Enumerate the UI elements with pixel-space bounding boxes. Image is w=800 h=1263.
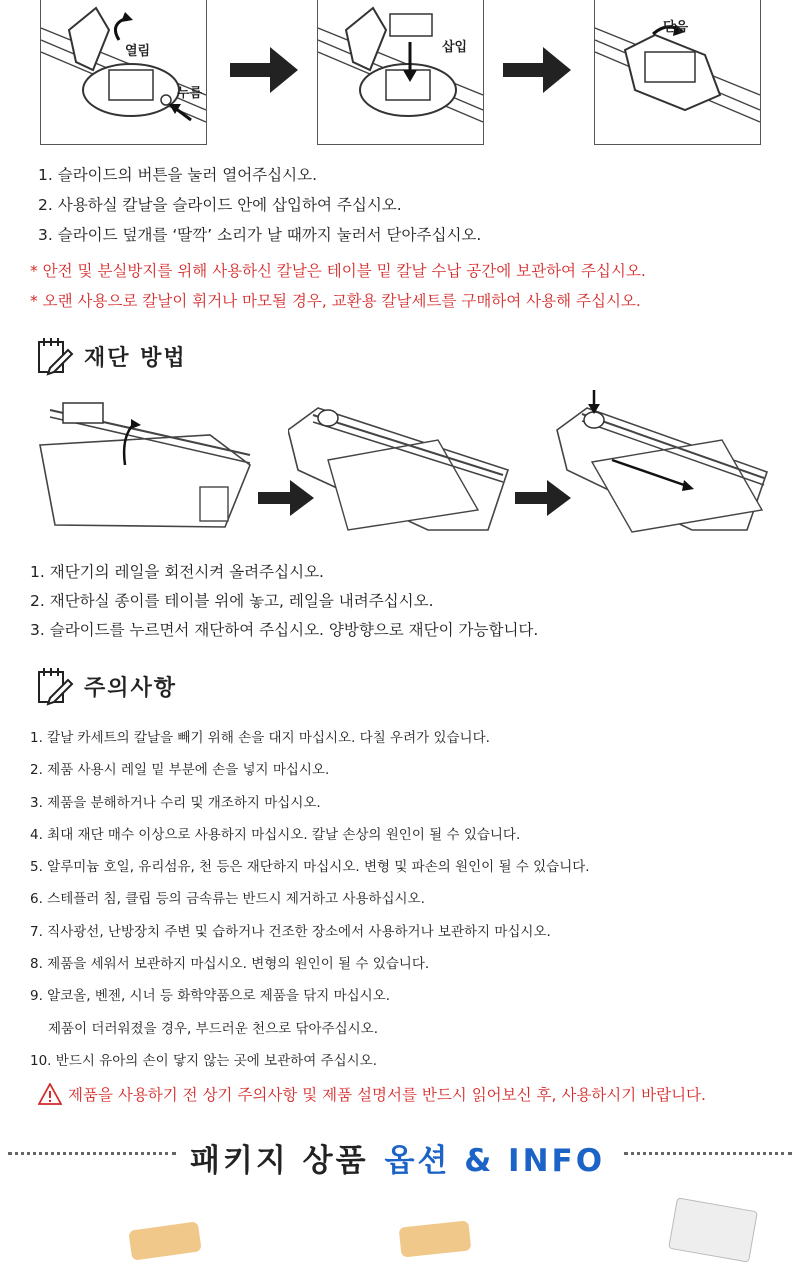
list-item: 7. 직사광선, 난방장치 주변 및 습하거나 건조한 장소에서 사용하거나 보관하지 마십시오.	[30, 923, 551, 940]
list-item: 9. 알코올, 벤젠, 시너 등 화학약품으로 제품을 닦지 마십시오.	[30, 988, 391, 1005]
list-item: 2. 제품 사용시 레일 밑 부분에 손을 넣지 마십시오.	[30, 762, 330, 779]
insert-label: 삽입	[442, 40, 468, 55]
section-title: 주의사항	[84, 675, 178, 701]
list-item: 2. 사용하실 칼날을 슬라이드 안에 삽입하여 주십시오.	[38, 196, 402, 214]
package-title-dark: 패키지 상품	[190, 1143, 369, 1179]
cutter-place-paper-illustration	[288, 400, 513, 535]
list-item: 3. 제품을 분해하거나 수리 및 개조하지 마십시오.	[30, 794, 321, 811]
product-image	[128, 1221, 201, 1260]
blade-open-illustration	[40, 0, 207, 145]
list-item: 4. 최대 재단 매수 이상으로 사용하지 마십시오. 칼날 손상의 원인이 될 수 있습니다.	[30, 826, 521, 843]
divider-dots-left	[8, 1152, 176, 1155]
list-item: 3. 슬라이드를 누르면서 재단하여 주십시오. 양방향으로 재단이 가능합니다.	[30, 621, 539, 639]
warning-text: * 안전 및 분실방지를 위해 사용하신 칼날은 테이블 밑 칼날 수납 공간에 보관하여 주십시오.	[30, 262, 646, 280]
list-item: 3. 슬라이드 덮개를 ‘딸깍’ 소리가 날 때까지 눌러서 닫아주십시오.	[38, 226, 482, 244]
list-item: 10. 반드시 유아의 손이 닿지 않는 곳에 보관하여 주십시오.	[30, 1052, 377, 1069]
list-item: 2. 재단하실 종이를 테이블 위에 놓고, 레일을 내려주십시오.	[30, 592, 434, 610]
divider-dots-right	[624, 1152, 792, 1155]
product-image	[668, 1197, 758, 1262]
caution-list	[30, 722, 590, 1077]
list-item: 제품이 더러워졌을 경우, 부드러운 천으로 닦아주십시오.	[48, 1020, 378, 1037]
notepad-pen-icon	[36, 336, 74, 376]
cutter-slide-cut-illustration	[552, 390, 770, 535]
blade-close-illustration	[594, 0, 761, 145]
list-item: 1. 슬라이드의 버튼을 눌러 열어주십시오.	[38, 166, 317, 184]
package-title-blue: 옵션 & INFO	[384, 1143, 606, 1179]
package-heading	[190, 1135, 605, 1180]
right-arrow-icon	[230, 45, 300, 95]
list-item: 8. 제품을 세워서 보관하지 마십시오. 변형의 원인이 될 수 있습니다.	[30, 956, 430, 973]
final-warning	[38, 1083, 706, 1105]
right-arrow-icon	[503, 45, 573, 95]
warning-triangle-icon	[38, 1083, 62, 1105]
list-item: 6. 스테플러 침, 클립 등의 금속류는 반드시 제거하고 사용하십시오.	[30, 891, 425, 908]
blade-insert-illustration	[317, 0, 484, 145]
caution-section-heading	[36, 666, 177, 706]
final-warning-text: 제품을 사용하기 전 상기 주의사항 및 제품 설명서를 반드시 읽어보신 후, 사용하시기 바랍니다.	[68, 1086, 706, 1104]
close-label: 닫음	[663, 20, 689, 35]
cutter-lift-rail-illustration	[35, 395, 260, 535]
blade-step-list	[38, 160, 481, 250]
open-label: 열림	[125, 44, 151, 59]
press-label: 누름	[177, 86, 203, 101]
list-item: 1. 재단기의 레일을 회전시켜 올려주십시오.	[30, 563, 324, 581]
notepad-pen-icon	[36, 666, 74, 706]
list-item: 5. 알루미늄 호일, 유리섬유, 천 등은 재단하지 마십시오. 변형 및 파손의 원인이 될 수 있습니다.	[30, 859, 590, 876]
blade-warning-list	[30, 256, 646, 316]
product-image	[399, 1220, 472, 1257]
cut-section-heading	[36, 336, 187, 376]
list-item: 1. 칼날 카세트의 칼날을 빼기 위해 손을 대지 마십시오. 다칠 우려가 있습니다.	[30, 730, 490, 746]
section-title: 재단 방법	[84, 345, 187, 371]
cut-step-list	[30, 558, 538, 645]
warning-text: * 오랜 사용으로 칼날이 휘거나 마모될 경우, 교환용 칼날세트를 구매하여 사용해 주십시오.	[30, 292, 641, 310]
